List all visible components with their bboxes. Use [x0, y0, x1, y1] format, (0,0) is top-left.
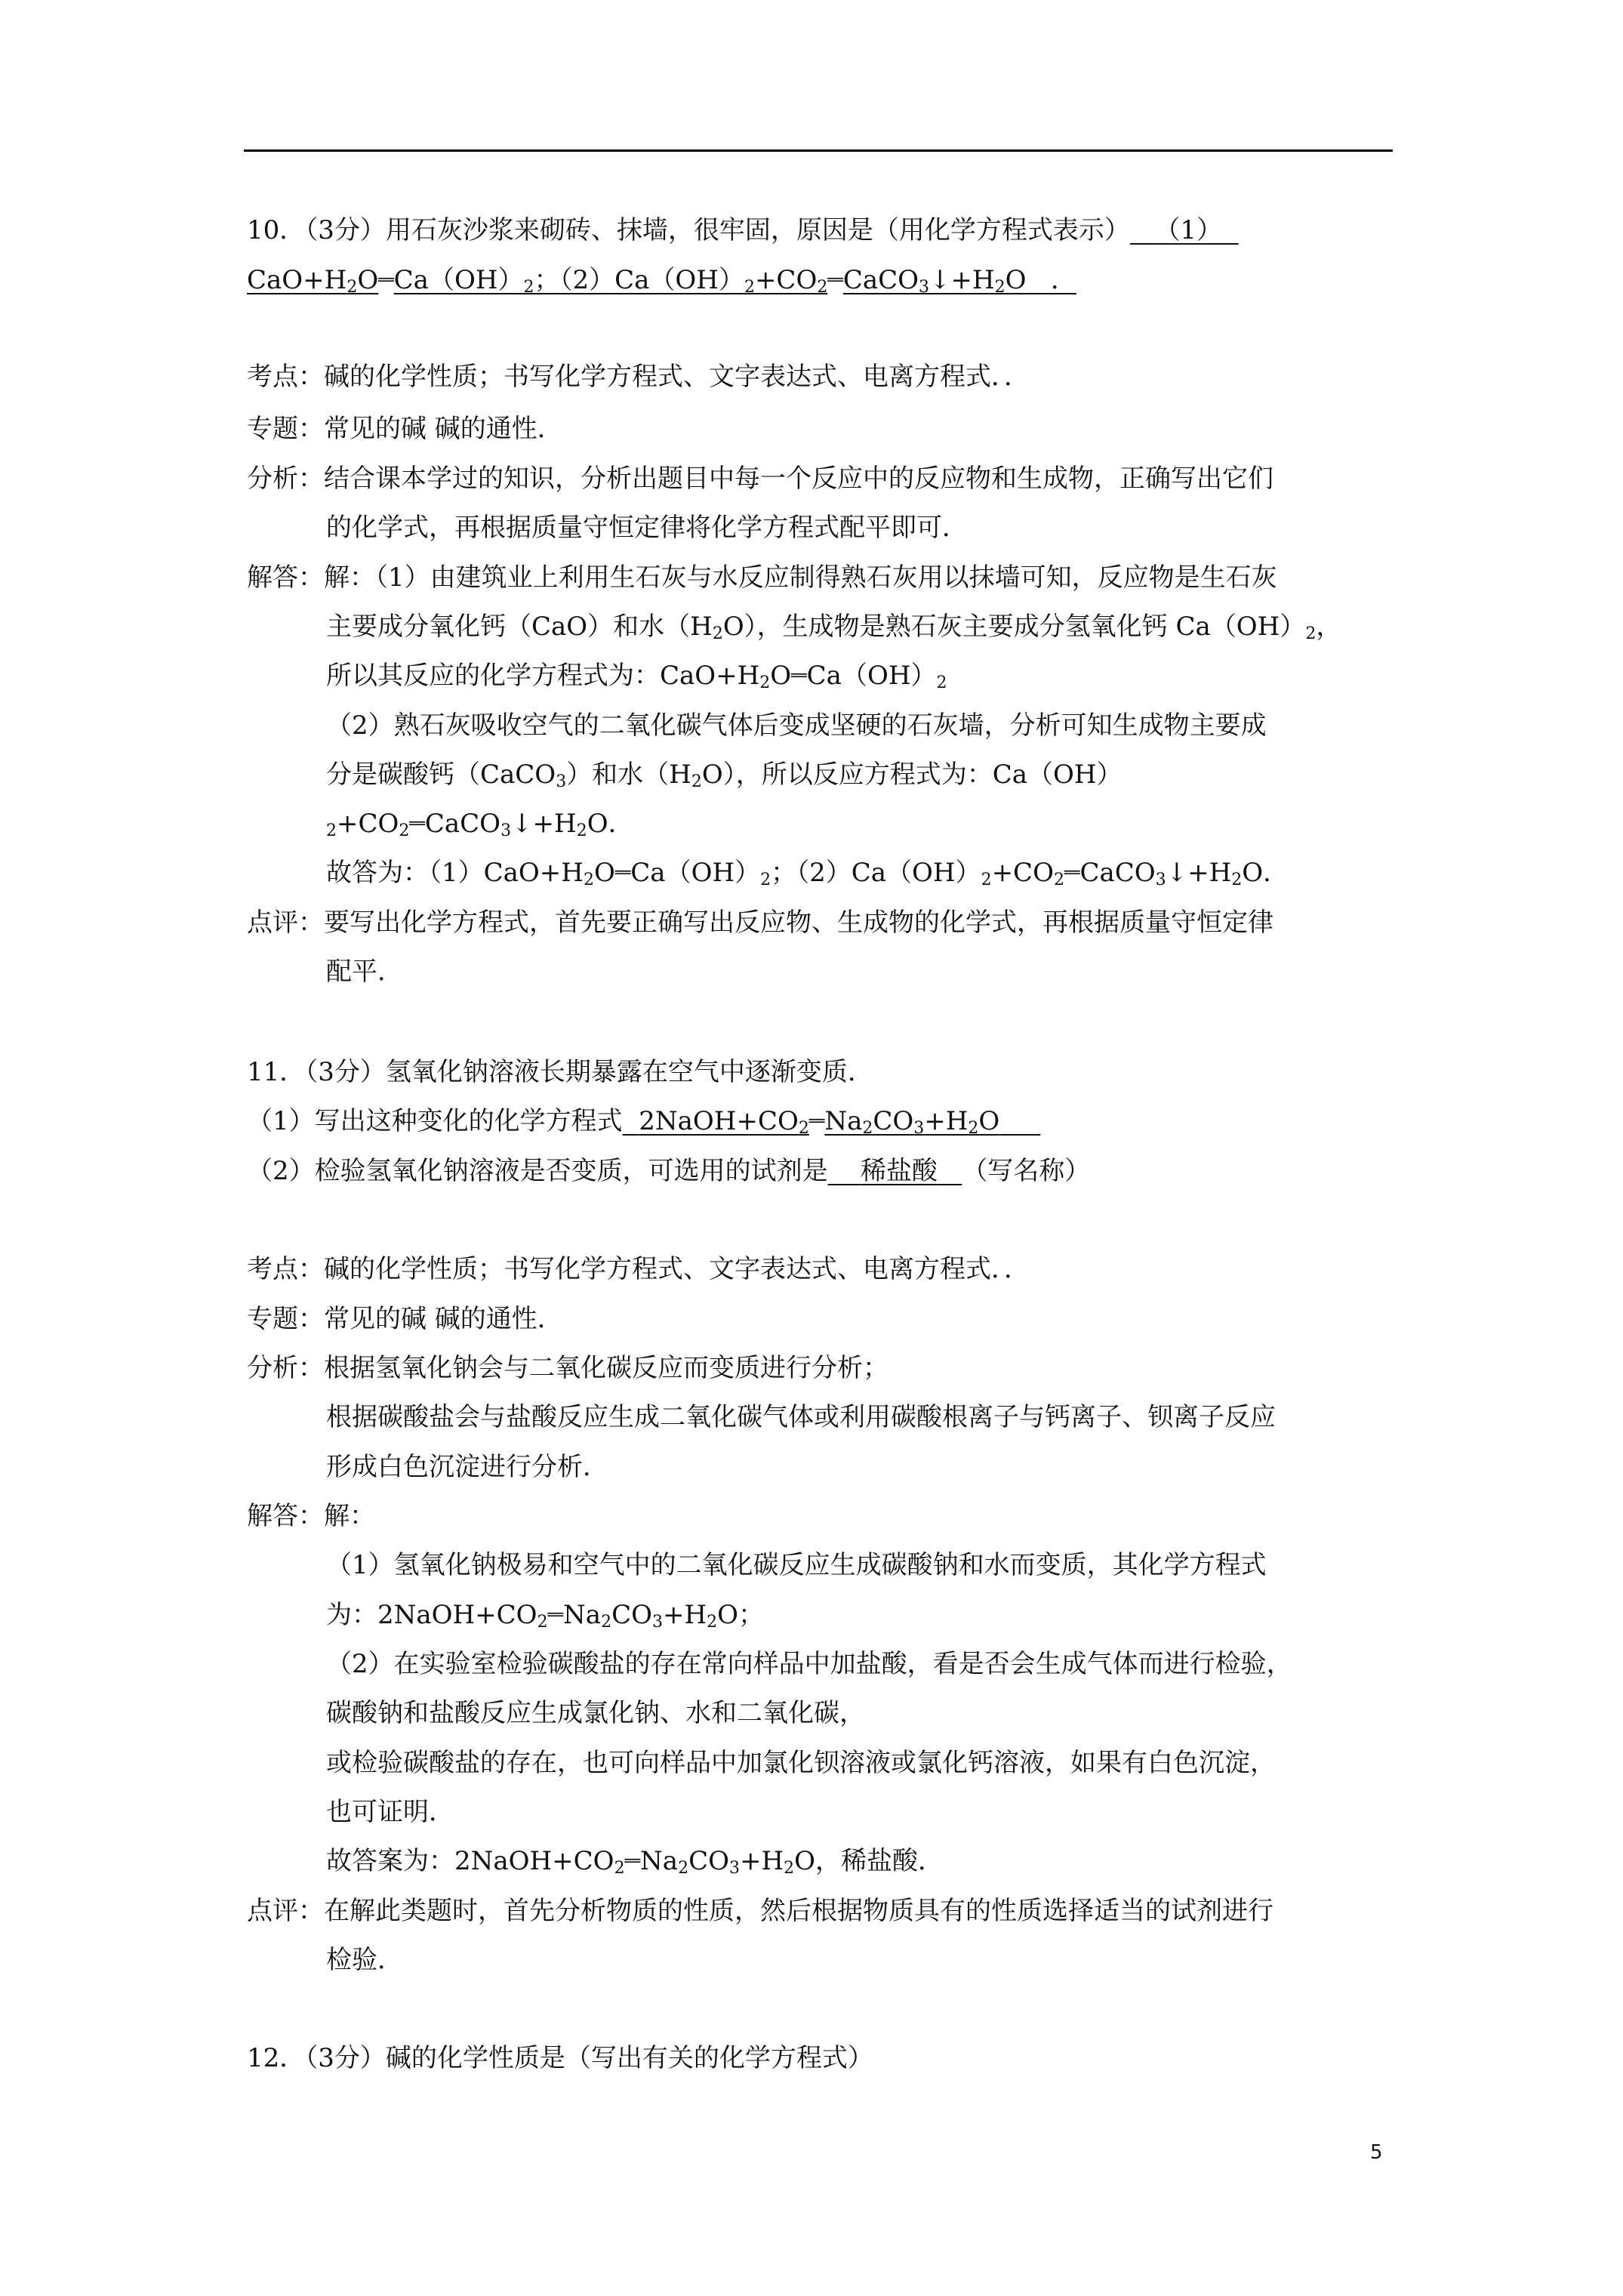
q10-jieda-1: 解答：解：（1）由建筑业上利用生石灰与水反应制得熟石灰用以抹墙可知，反应物是生石灰: [247, 562, 1277, 593]
q11-jieda-4: （2）在实验室检验碳酸盐的存在常向样品中加盐酸，看是否会生成气体而进行检验，: [326, 1649, 1292, 1679]
q10-stem: 10．（3分）用石灰沙浆来砌砖、抹墙，很牢固，原因是（用化学方程式表示）: [247, 215, 1130, 245]
header-rule: [244, 149, 1393, 152]
q10-fenxi-1: 分析：结合课本学过的知识，分析出题目中每一个反应中的反应物和生成物，正确写出它们: [247, 464, 1273, 494]
q11-gudaan: 故答案为：$2NaOH+CO_2═Na_2CO_3+H_2O$，稀盐酸．: [326, 1846, 944, 1878]
q11-jieda-2: （1）氢氧化钠极易和空气中的二氧化碳反应生成碳酸钠和水而变质，其化学方程式: [326, 1550, 1267, 1580]
q10-jieda-2: 主要成分氧化钙（CaO）和水$(H_2O)$，生成物是熟石灰主要成分氢氧化钙 $Ca(OH)_2$，: [326, 612, 1342, 643]
q11-jieda-6: 或检验碳酸盐的存在，也可向样品中加氯化钡溶液或氯化钙溶液，如果有白色沉淀，: [326, 1748, 1276, 1778]
q10-answer-start: （1）: [1154, 215, 1222, 245]
page-number: 5: [1370, 2141, 1383, 2164]
q11-part1: （1）写出这种变化的化学方程式 $2NaOH+CO_2═Na_2CO_3+H_2O$: [247, 1105, 1040, 1138]
q10-dianping-1: 点评：要写出化学方程式，首先要正确写出反应物、生成物的化学式，再根据质量守恒定律: [247, 908, 1273, 938]
q10-gudaan: 故答为：$(1)CaO+H_2O═Ca(OH)_2$；$(2)Ca(OH)_2+CO_2═CaCO_3↓+H_2O$．: [326, 858, 1289, 889]
q11-fenxi-1: 分析：根据氢氧化钠会与二氧化碳反应而变质进行分析；: [247, 1353, 888, 1383]
q10-answer-line: $CaO+H_2O═Ca(OH)_2$；$(2)Ca(OH)_2+CO_2═CaCO_3↓+H_2O$ ．: [247, 265, 1076, 297]
q11-zhuanti: 专题：常见的碱 碱的通性．: [247, 1304, 563, 1334]
q10-jieda-5: 分是碳酸钙（CaCO$_3$）和水$(H_2O)$，所以反应方程式为：Ca（OH）: [326, 760, 1123, 791]
q10-fenxi-2: 的化学式，再根据质量守恒定律将化学方程式配平即可．: [326, 513, 968, 543]
q11-jieda-1: 解答：解：: [247, 1501, 375, 1531]
q11-kaodian: 考点：碱的化学性质；书写化学方程式、文字表达式、电离方程式．．: [247, 1254, 1030, 1284]
q11-jieda-7: 也可证明．: [326, 1797, 454, 1827]
q11-jieda-5: 碳酸钠和盐酸反应生成氯化钠、水和二氧化碳，: [326, 1698, 865, 1728]
q11-fenxi-2: 根据碳酸盐会与盐酸反应生成二氧化碳气体或利用碳酸根离子与钙离子、钡离子反应: [326, 1402, 1276, 1432]
q11-part1-answer: $2NaOH+CO_2═Na_2CO_3+H_2O$: [639, 1106, 1000, 1138]
q11-jieda-3: 为：$2NaOH+CO_2═Na_2CO_3+H_2O$；: [326, 1600, 764, 1632]
q11-part2: （2）检验氢氧化钠溶液是否变质，可选用的试剂是 稀盐酸 （写名称）: [247, 1156, 1091, 1186]
q11-dianping-1: 点评：在解此类题时，首先分析物质的性质，然后根据物质具有的性质选择适当的试剂进行: [247, 1896, 1273, 1926]
q10-jieda-4: （2）熟石灰吸收空气的二氧化碳气体后变成坚硬的石灰墙，分析可知生成物主要成: [326, 710, 1267, 741]
q10-dianping-2: 配平．: [326, 957, 403, 987]
q11-fenxi-3: 形成白色沉淀进行分析．: [326, 1452, 608, 1482]
q10-stem-line: [247, 214, 1239, 247]
q11-dianping-2: 检验．: [326, 1945, 403, 1975]
q11-stem: 11．（3分）氢氧化钠溶液长期暴露在空气中逐渐变质．: [247, 1057, 873, 1087]
q10-jieda-3: 所以其反应的化学方程式为：$CaO+H_2O═Ca(OH)_2$: [326, 661, 947, 692]
q12-stem: 12．（3分）碱的化学性质是（写出有关的化学方程式）: [247, 2043, 873, 2073]
q10-zhuanti: 专题：常见的碱 碱的通性．: [247, 414, 563, 444]
q10-jieda-6: $_2+CO_2═CaCO_3↓+H_2O$．: [326, 809, 634, 840]
q11-part2-answer: 稀盐酸: [860, 1156, 938, 1186]
q10-kaodian: 考点：碱的化学性质；书写化学方程式、文字表达式、电离方程式．．: [247, 362, 1030, 392]
